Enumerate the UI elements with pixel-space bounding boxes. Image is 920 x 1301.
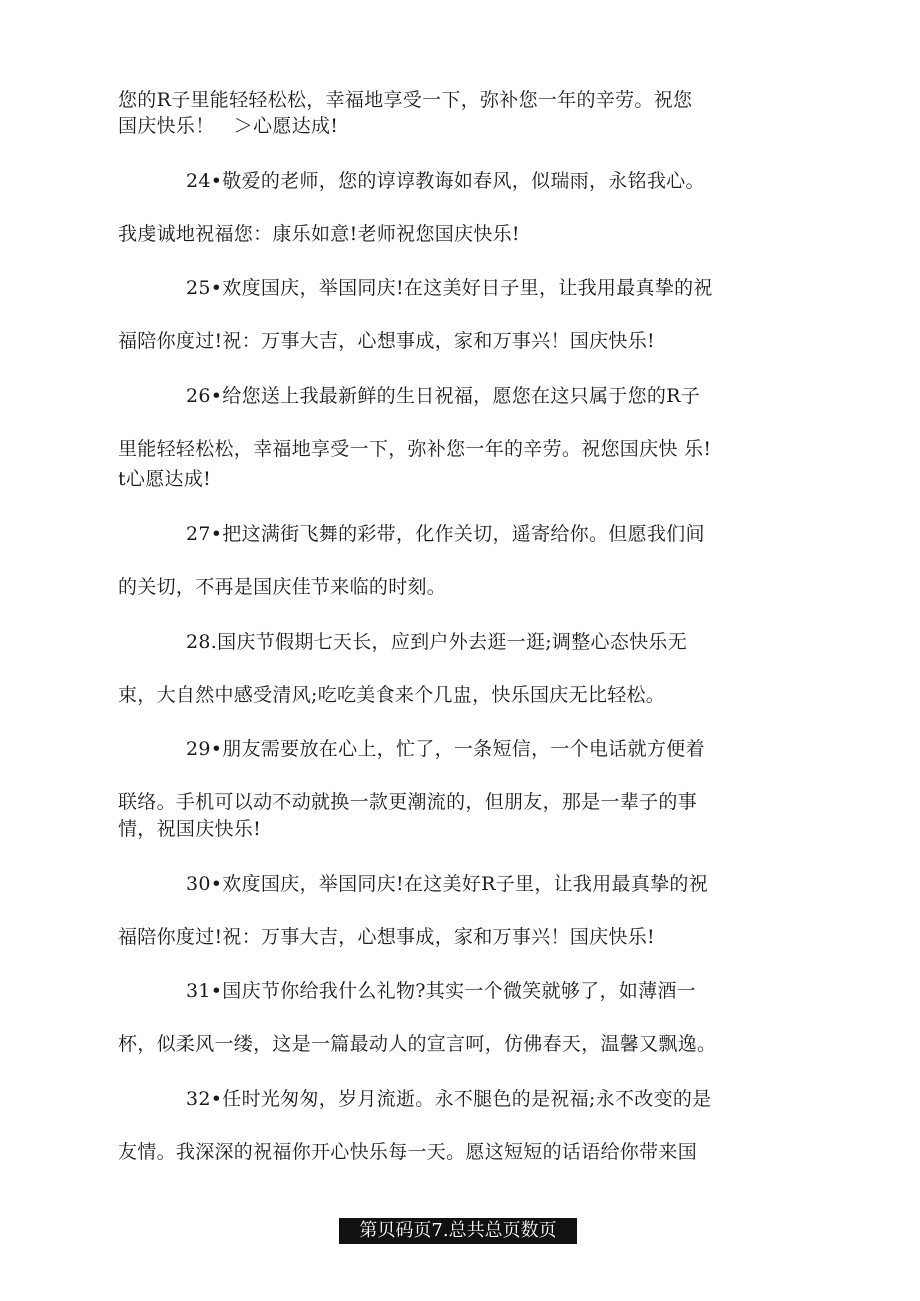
text-line-2: 国庆快乐！ ＞心愿达成! — [118, 115, 339, 137]
text-line-1: 您的R子里能轻轻松松，幸福地享受一下，弥补您一年的辛劳。祝您 — [118, 89, 693, 111]
item-30-line-1: 30•欢度国庆，举国同庆!在这美好R子里，让我用最真挚的祝 — [186, 873, 709, 895]
item-26-line-1: 26•给您送上我最新鲜的生日祝福，愿您在这只属于您的R子 — [186, 385, 701, 407]
item-29-line-3: 情，祝国庆快乐! — [118, 818, 262, 840]
item-28-line-2: 束，大自然中感受清风;吃吃美食来个几盅，快乐国庆无比轻松。 — [118, 684, 666, 706]
item-30-line-2: 福陪你度过!祝：万事大吉，心想事成，家和万事兴！国庆快乐! — [118, 926, 655, 948]
item-27-line-1: 27•把这满街飞舞的彩带，化作关切，遥寄给你。但愿我们间 — [186, 523, 705, 545]
item-26-line-2: 里能轻轻松松，幸福地享受一下，弥补您一年的辛劳。祝您国庆快 乐! — [118, 438, 712, 460]
item-28-line-1: 28.国庆节假期七天长，应到户外去逛一逛;调整心态快乐无 — [186, 631, 688, 653]
page-footer: 第贝码页7.总共总页数页 — [339, 1218, 577, 1244]
item-29-line-2: 联络。手机可以动不动就换一款更潮流的，但朋友，那是一辈子的事 — [118, 791, 698, 813]
item-32-line-2: 友情。我深深的祝福你开心快乐每一天。愿这短短的话语给你带来国 — [118, 1141, 698, 1163]
item-27-line-2: 的关切，不再是国庆佳节来临的时刻。 — [118, 576, 447, 598]
item-24-line-2: 我虔诚地祝福您：康乐如意!老师祝您国庆快乐! — [118, 223, 520, 245]
item-25-line-1: 25•欢度国庆，举国同庆!在这美好日子里，让我用最真挚的祝 — [186, 277, 713, 299]
item-31-line-2: 杯，似柔风一缕，这是一篇最动人的宣言呵，仿佛春天，温馨又飘逸。 — [118, 1033, 717, 1055]
item-32-line-1: 32•任时光匆匆，岁月流逝。永不腿色的是祝福;永不改变的是 — [186, 1088, 712, 1110]
item-31-line-1: 31•国庆节你给我什么礼物?其实一个微笑就够了，如薄酒一 — [186, 980, 696, 1002]
item-26-line-3: t心愿达成! — [118, 468, 212, 490]
item-24-line-1: 24•敬爱的老师，您的谆谆教诲如春风，似瑞雨，永铭我心。 — [186, 170, 705, 192]
item-25-line-2: 福陪你度过!祝：万事大吉，心想事成，家和万事兴！国庆快乐! — [118, 330, 655, 352]
item-29-line-1: 29•朋友需要放在心上，忙了，一条短信，一个电话就方便着 — [186, 738, 705, 760]
